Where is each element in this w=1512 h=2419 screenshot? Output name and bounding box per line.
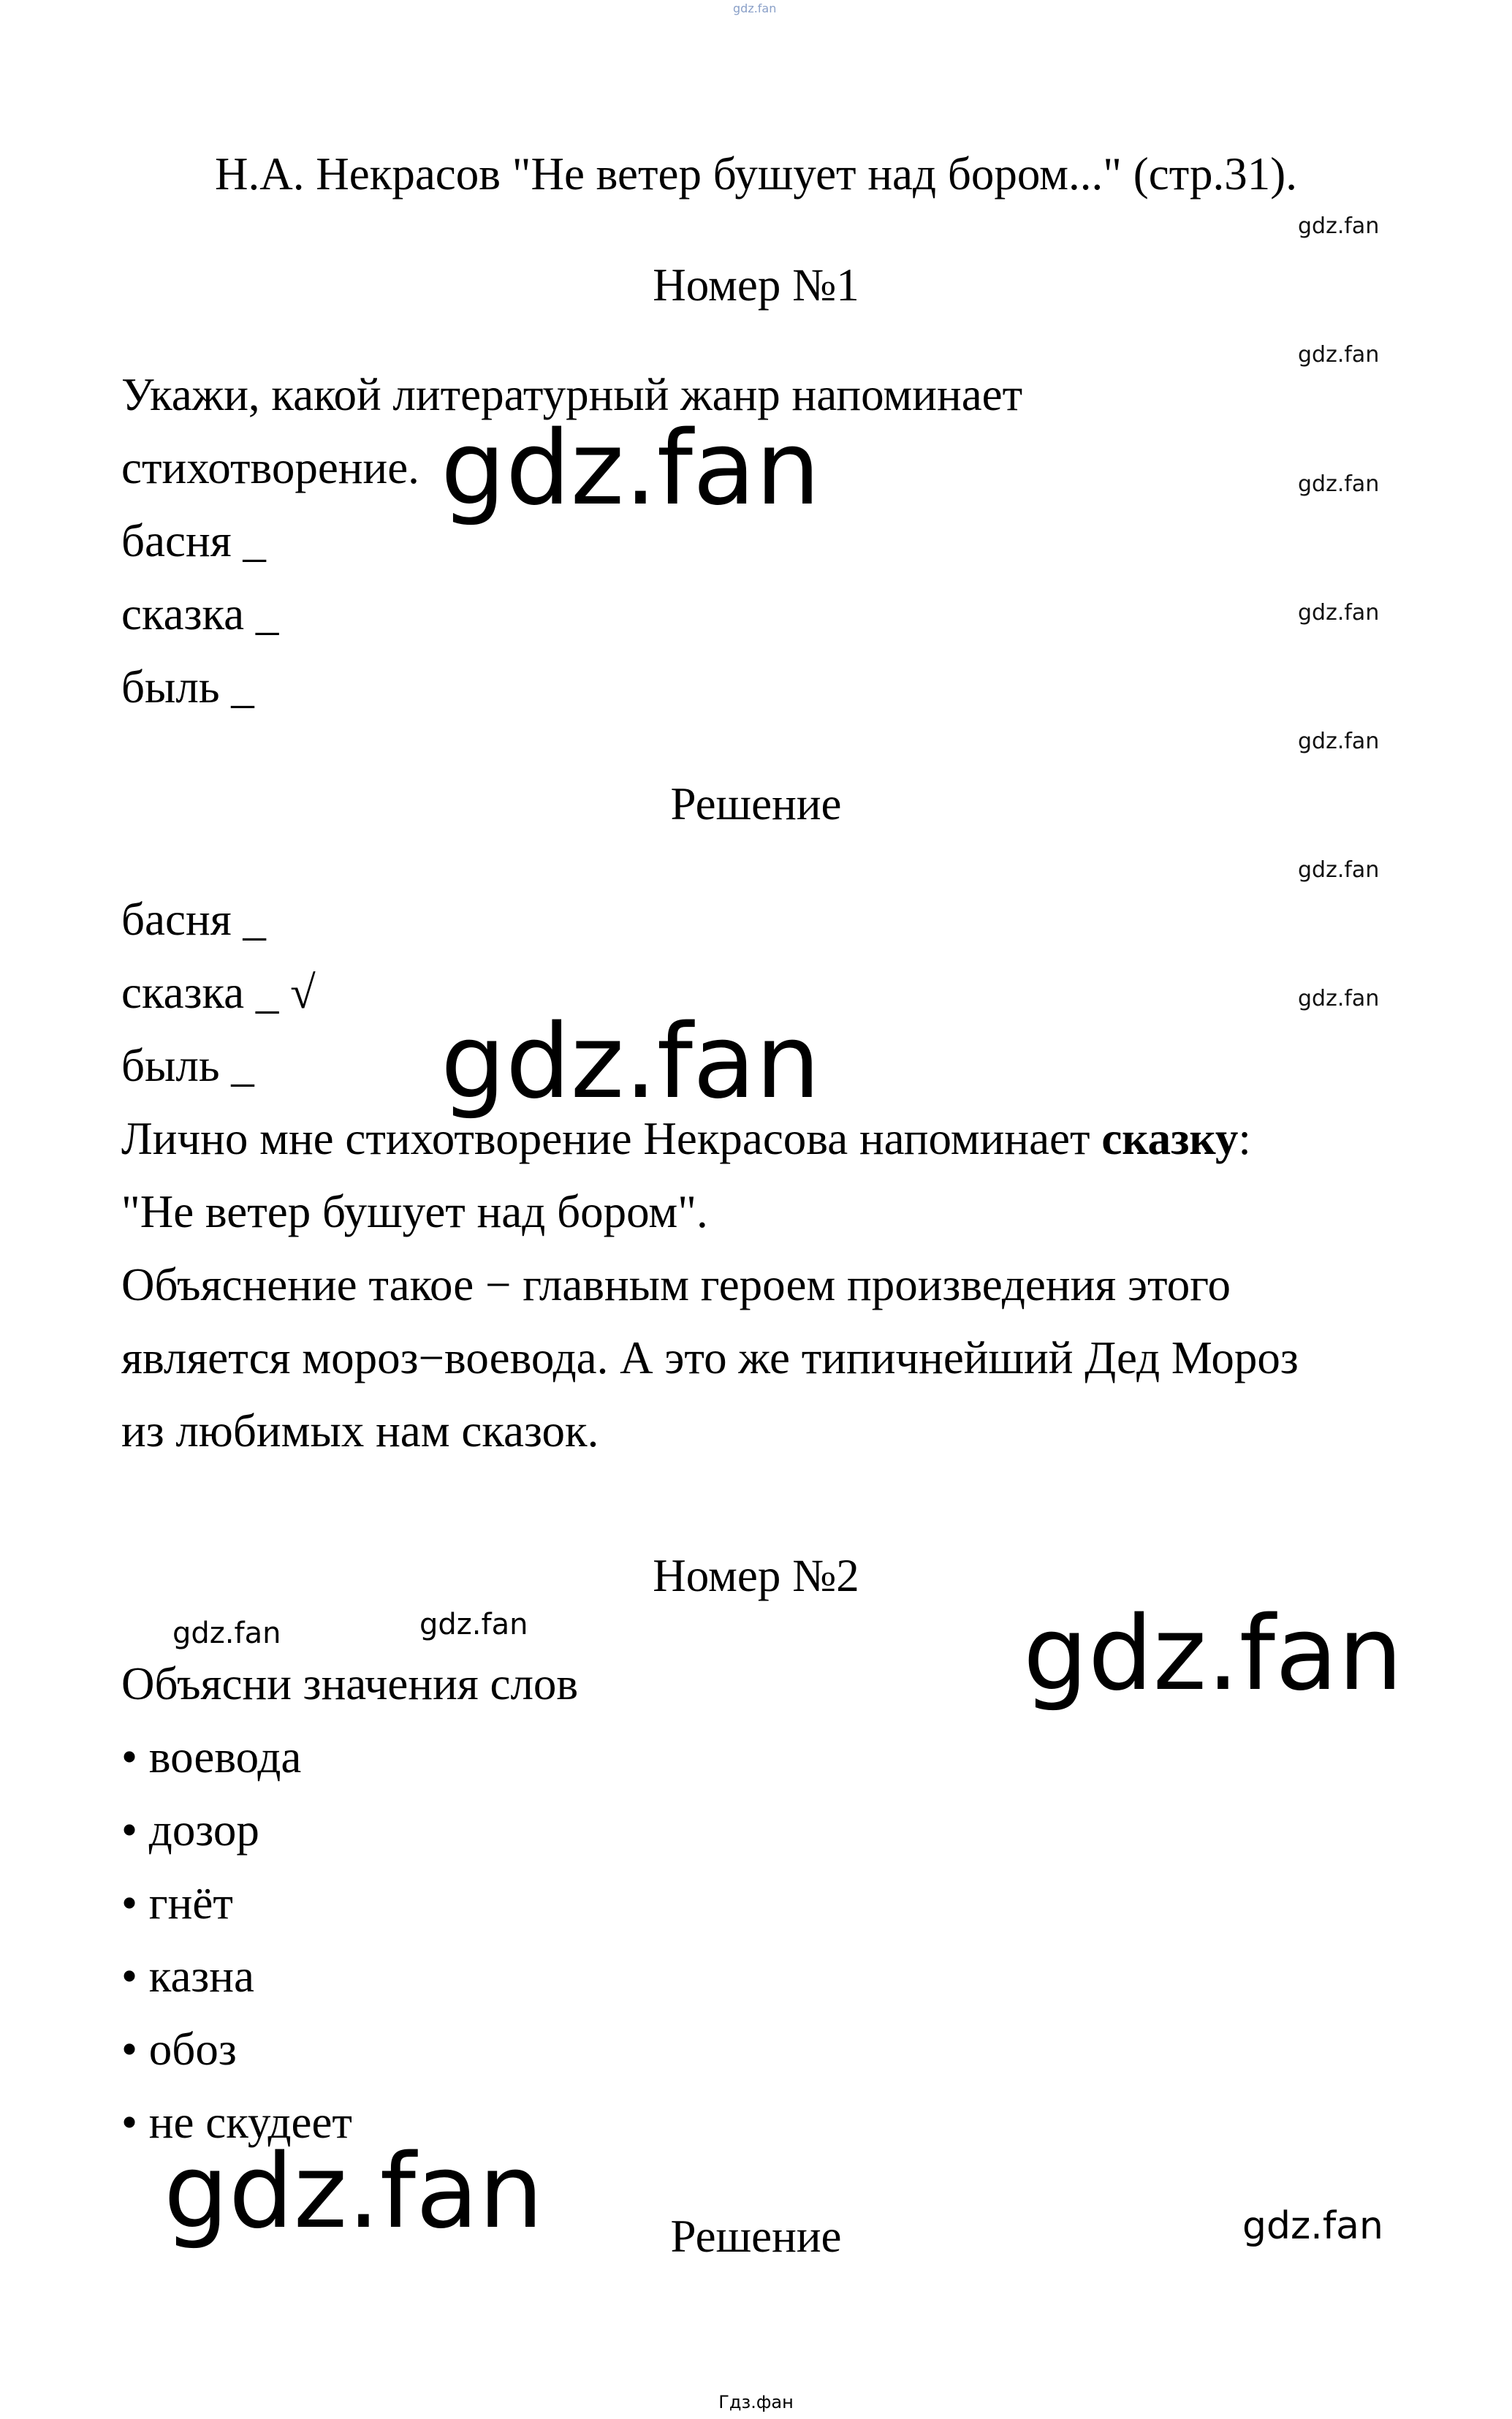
task2-word-gnet: • гнёт <box>121 1877 233 1929</box>
watermark-small: gdz.fan <box>1298 213 1380 239</box>
footer-watermark: Гдз.фан <box>718 2392 794 2412</box>
watermark-small: gdz.fan <box>1298 600 1380 626</box>
task2-word-voevoda: • воевода <box>121 1731 302 1782</box>
task2-word-oboz: • обоз <box>121 2024 237 2075</box>
explanation-colon: : <box>1238 1113 1251 1164</box>
task1-question-line1: Укажи, какой литературный жанр напоминает <box>121 369 1023 420</box>
watermark-small: gdz.fan <box>1298 342 1380 368</box>
task1-explanation-line2: "Не ветер бушует над бором". <box>121 1186 708 1237</box>
task1-heading: Номер №1 <box>653 259 859 311</box>
task2-solution-heading: Решение <box>670 2211 842 2262</box>
watermark-medium: gdz.fan <box>172 1617 281 1650</box>
task1-question-line2: стихотворение. <box>121 442 419 493</box>
watermark-medium: gdz.fan <box>419 1608 528 1641</box>
task1-explanation-line5: из любимых нам сказок. <box>121 1405 599 1457</box>
task1-explanation-line4: является мороз−воевода. А это же типичнейший Дед Мороз <box>121 1332 1299 1383</box>
task2-word-ne-skudeet: • не скудеет <box>121 2097 352 2148</box>
task2-question: Объясни значения слов <box>121 1658 579 1709</box>
task1-answer-fable: басня _ <box>121 894 266 945</box>
watermark-large: gdz.fan <box>441 409 821 528</box>
task2-word-kazna: • казна <box>121 1951 254 2002</box>
watermark-large: gdz.fan <box>441 1003 821 1122</box>
watermark-small: gdz.fan <box>1298 471 1380 497</box>
watermark-small: gdz.fan <box>1298 857 1380 883</box>
task1-option-fable: басня _ <box>121 515 266 566</box>
watermark-small: gdz.fan <box>1298 986 1380 1011</box>
explanation-text: Лично мне стихотворение Некрасова напоминает <box>121 1113 1102 1164</box>
top-watermark: gdz.fan <box>733 1 777 15</box>
watermark-small: gdz.fan <box>1298 729 1380 754</box>
task1-option-tale: сказка _ <box>121 588 279 639</box>
task1-answer-byl: быль _ <box>121 1040 254 1091</box>
watermark-large: gdz.fan <box>1023 1595 1403 1714</box>
task1-option-byl: быль _ <box>121 661 254 713</box>
task1-answer-tale: сказка _ √ <box>121 967 316 1018</box>
task1-solution-heading: Решение <box>670 778 842 829</box>
watermark-large: gdz.fan <box>164 2133 544 2252</box>
watermark-medium: gdz.fan <box>1242 2204 1383 2248</box>
task2-heading: Номер №2 <box>653 1550 859 1601</box>
page-title: Н.А. Некрасов "Не ветер бушует над бором..." (стр.31). <box>215 148 1297 200</box>
explanation-bold-word: сказку <box>1101 1113 1239 1164</box>
task2-word-dozor: • дозор <box>121 1804 259 1856</box>
task1-explanation-line3: Объяснение такое − главным героем произведения этого <box>121 1259 1231 1310</box>
